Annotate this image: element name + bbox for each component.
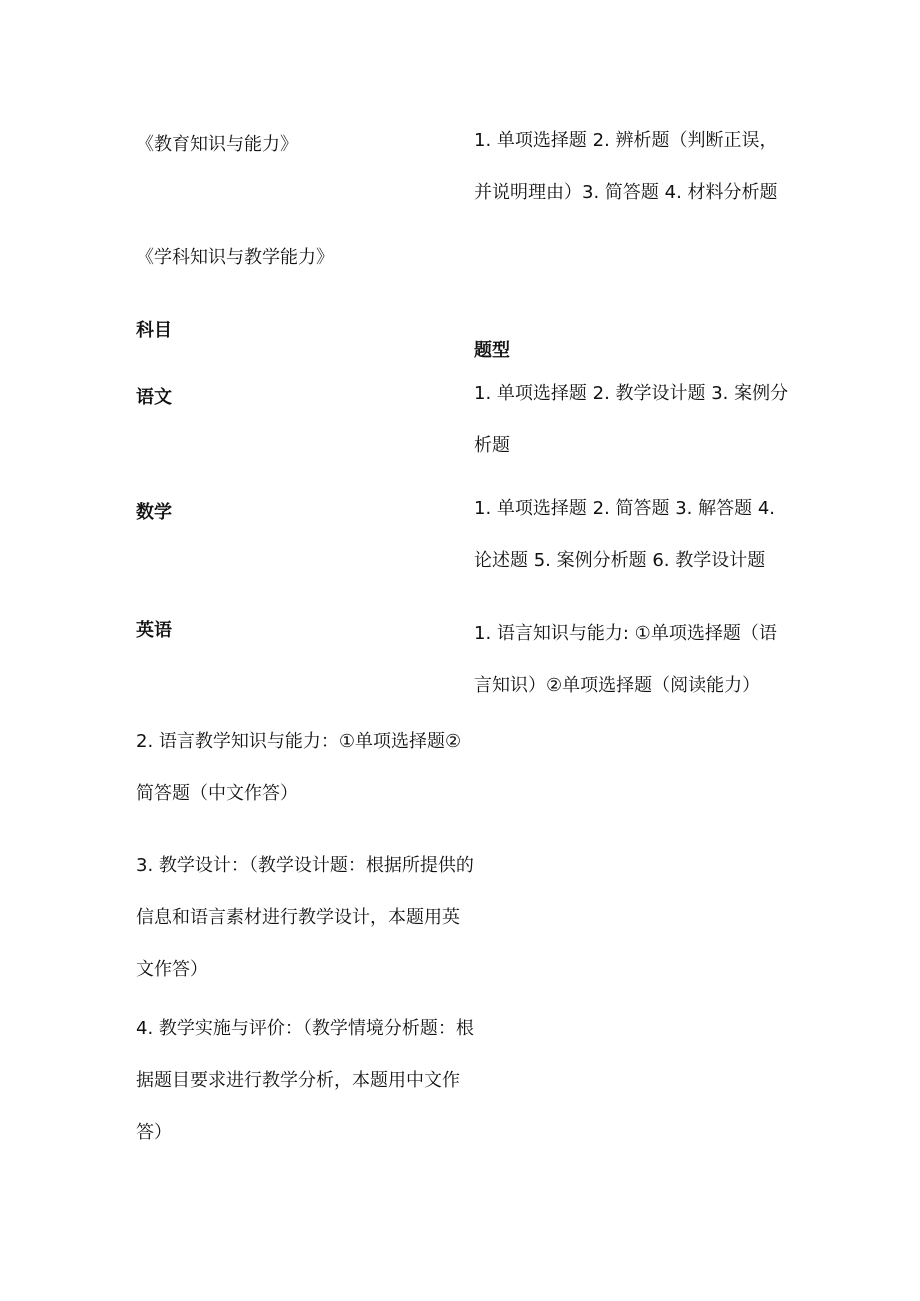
types-english-2: 2. 语言教学知识与能力：①单项选择题②简答题（中文作答） xyxy=(136,731,462,804)
subject-english: 英语 xyxy=(136,620,172,641)
subject-math: 数学 xyxy=(136,502,172,523)
subject-xueke: 《学科知识与教学能力》 xyxy=(136,247,334,268)
types-english-3: 3. 教学设计：（教学设计题：根据所提供的信息和语言素材进行教学设计，本题用英文作答） xyxy=(136,855,474,980)
header-type-label: 题型 xyxy=(474,340,510,361)
types-english-1: 1. 语言知识与能力: ①单项选择题（语言知识）②单项选择题（阅读能力） xyxy=(474,623,777,696)
subject-chinese: 语文 xyxy=(136,387,172,408)
types-english-4: 4. 教学实施与评价：（教学情境分析题：根据题目要求进行教学分析，本题用中文作答） xyxy=(136,1018,474,1143)
types-math: 1. 单项选择题 2. 简答题 3. 解答题 4. 论述题 5. 案例分析题 6. 教学设计题 xyxy=(474,498,776,571)
subject-jiaoyu: 《教育知识与能力》 xyxy=(136,134,298,155)
types-jiaoyu: 1. 单项选择题 2. 辨析题（判断正误，并说明理由）3. 简答题 4. 材料分析题 xyxy=(474,130,778,203)
types-chinese: 1. 单项选择题 2. 教学设计题 3. 案例分析题 xyxy=(474,383,789,456)
header-subject-label: 科目 xyxy=(136,320,172,341)
